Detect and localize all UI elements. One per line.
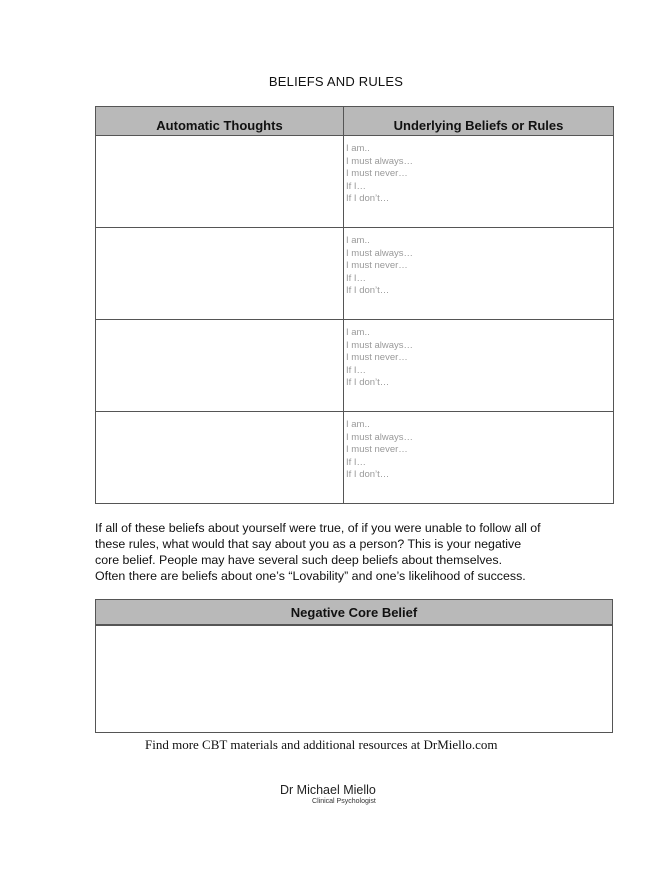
automatic-thought-cell[interactable] [96, 228, 344, 320]
resources-note: Find more CBT materials and additional resources at DrMiello.com [145, 737, 498, 752]
core-belief-header: Negative Core Belief [96, 600, 613, 626]
prompt-must-always: I must always… [346, 247, 414, 259]
automatic-thought-cell[interactable] [96, 412, 344, 504]
col-header-underlying-beliefs: Underlying Beliefs or Rules [344, 107, 614, 136]
author-signature [280, 783, 376, 805]
col-header-automatic-thoughts: Automatic Thoughts [96, 107, 344, 136]
beliefs-rules-table [95, 106, 614, 504]
page-title: BELIEFS AND RULES [268, 74, 404, 89]
explanation-line: Often there are beliefs about one’s “Lovability” and one’s likelihood of success. [95, 569, 526, 583]
prompt-if-i-dont: If I don’t… [346, 193, 390, 205]
table-row [96, 320, 614, 412]
prompt-if-i: If I… [346, 272, 367, 284]
core-belief-cell[interactable] [96, 625, 613, 733]
prompt-must-always: I must always… [346, 339, 414, 351]
prompt-i-am: I am.. [346, 235, 370, 246]
prompt-must-never: I must never… [346, 168, 408, 180]
table-row [96, 412, 614, 504]
prompt-if-i: If I… [346, 180, 367, 192]
belief-cell[interactable] [344, 412, 614, 504]
belief-cell[interactable] [344, 136, 614, 228]
prompt-if-i: If I… [346, 456, 367, 468]
prompt-i-am: I am.. [346, 143, 370, 154]
prompt-i-am: I am.. [346, 419, 370, 430]
table-row [96, 136, 614, 228]
prompt-must-always: I must always… [346, 431, 414, 443]
prompt-if-i-dont: If I don’t… [346, 377, 390, 389]
prompt-if-i: If I… [346, 364, 367, 376]
belief-cell[interactable] [344, 228, 614, 320]
explanation-paragraph [95, 520, 595, 584]
author-name: Dr Michael Miello [280, 783, 376, 797]
belief-cell[interactable] [344, 320, 614, 412]
prompt-must-never: I must never… [346, 352, 408, 364]
author-role: Clinical Psychologist [312, 798, 376, 805]
prompt-if-i-dont: If I don’t… [346, 469, 390, 481]
explanation-line: these rules, what would that say about you as a person? This is your negative [95, 537, 522, 551]
prompt-must-never: I must never… [346, 260, 408, 272]
automatic-thought-cell[interactable] [96, 136, 344, 228]
core-belief-table [95, 599, 613, 733]
automatic-thought-cell[interactable] [96, 320, 344, 412]
prompt-must-never: I must never… [346, 444, 408, 456]
explanation-line: core belief. People may have several such deep beliefs about themselves. [95, 553, 503, 567]
table-row [96, 228, 614, 320]
prompt-must-always: I must always… [346, 155, 414, 167]
prompt-i-am: I am.. [346, 327, 370, 338]
table-header-row [96, 107, 614, 136]
explanation-line: If all of these beliefs about yourself were true, of if you were unable to follow all of [95, 521, 541, 535]
prompt-if-i-dont: If I don’t… [346, 285, 390, 297]
